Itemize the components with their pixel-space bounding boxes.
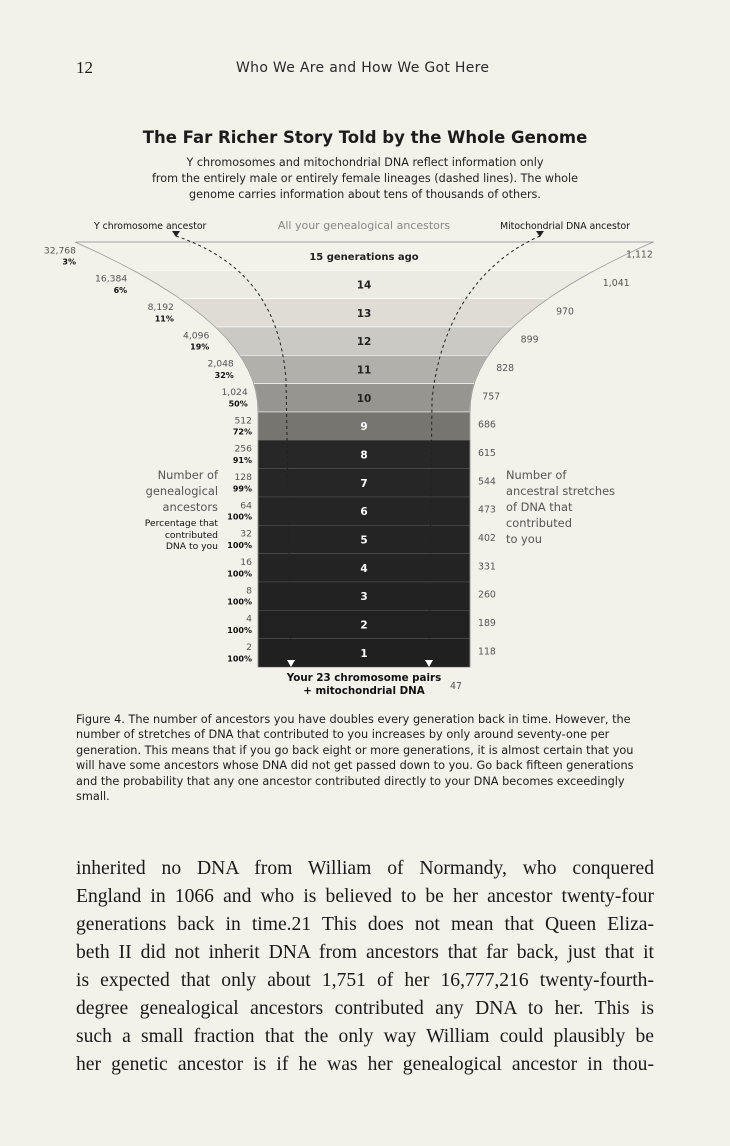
percent-label: 50% (228, 399, 248, 409)
ancestor-count: 512 (234, 415, 252, 427)
ancestor-count: 256 (234, 443, 252, 455)
generation-label: 8 (360, 449, 368, 462)
right-annotation-line: to you (506, 532, 542, 546)
pct-annotation-line: DNA to you (165, 541, 218, 552)
left-annotation-line: Number of (157, 468, 218, 482)
ancestor-count: 2,048 (207, 358, 234, 370)
generation-label: 4 (360, 562, 368, 575)
dna-stretch-count: 473 (478, 504, 496, 516)
dna-stretch-count: 686 (478, 419, 496, 431)
dna-stretch-count: 189 (478, 617, 496, 629)
figure-caption: Figure 4. The number of ancestors you have doubles every generation back in time. However, the number of stretches of DNA that contributed to you increases by only around seventy-one per generation. This means that if you go back eight or more generations, it is almost certain that you will have some ancestors whose DNA did not get passed down to you. Go back fifteen generations and the probability that any one ancestor contributed directly to your DNA becomes exceedingly small. (76, 713, 634, 804)
generation-label: 2 (360, 619, 368, 632)
percent-label: 100% (227, 541, 252, 550)
body-line: beth II did not inherit DNA from ancestors that far back, just that it (76, 942, 654, 963)
dna-stretch-count: 757 (482, 391, 501, 403)
generation-label: 5 (360, 534, 368, 547)
ancestor-count: 16 (240, 557, 252, 568)
dna-stretch-count: 118 (478, 646, 496, 658)
y-ancestor-label: Y chromosome ancestor (94, 221, 207, 232)
ancestor-count: 4 (246, 613, 252, 625)
ancestor-count: 1,024 (221, 387, 248, 398)
dna-stretch-count: 615 (478, 447, 496, 459)
figure-subtitle-line: Y chromosomes and mitochondrial DNA reflect information only (186, 156, 544, 169)
body-line: England in 1066 and who is believed to be her ancestor twenty-four (76, 886, 654, 907)
percent-label: 11% (154, 314, 174, 324)
right-annotation (506, 467, 636, 547)
dna-stretch-count: 402 (478, 532, 496, 544)
percent-label: 100% (227, 597, 252, 607)
ancestor-count: 16,384 (95, 273, 128, 285)
body-line: such a small fraction that the only way William could plausibly be (76, 1026, 654, 1047)
generation-label: 3 (360, 591, 368, 604)
generation-label: 6 (360, 506, 368, 519)
percent-label: 3% (62, 257, 76, 267)
dna-stretch-count: 544 (478, 476, 496, 488)
generation-label: 10 (356, 392, 372, 405)
ancestor-count: 32 (240, 528, 252, 540)
figure-subtitle-line: genome carries information about tens of thousands of others. (189, 188, 541, 201)
ancestor-count: 8,192 (147, 302, 174, 313)
pct-annotation-line: contributed (164, 529, 218, 541)
ancestor-count: 64 (240, 500, 252, 512)
percent-label: 100% (227, 654, 252, 664)
generation-label: 15 generations ago (309, 252, 419, 264)
running-head: Who We Are and How We Got Here (236, 60, 490, 76)
body-line: is expected that only about 1,751 of her 16,777,216 twenty-fourth- (76, 970, 654, 991)
percentage-annotation (120, 518, 218, 553)
page-number: 12 (76, 58, 93, 77)
right-annotation-line: contributed (506, 516, 572, 530)
percent-label: 99% (232, 484, 252, 494)
generation-label: 9 (360, 421, 368, 434)
dna-stretch-count: 899 (520, 334, 539, 346)
ancestor-count: 2 (246, 642, 252, 653)
right-annotation-line: ancestral stretches (506, 484, 616, 498)
percent-label: 19% (190, 342, 210, 352)
body-line: her genetic ancestor is if he was her genealogical ancestor in thou- (76, 1054, 654, 1075)
bottom-label: Your 23 chromosome pairs (286, 672, 442, 684)
all-ancestors-label: All your genealogical ancestors (277, 219, 451, 232)
left-annotation-line: genealogical (145, 484, 218, 498)
mt-ancestor-label: Mitochondrial DNA ancestor (500, 221, 630, 232)
percent-label: 72% (232, 427, 252, 437)
dna-stretch-count: 970 (556, 306, 575, 318)
generation-label: 12 (356, 336, 372, 349)
percent-label: 6% (113, 286, 128, 295)
ancestor-count: 128 (234, 472, 252, 483)
dna-stretch-count: 1,112 (626, 249, 653, 261)
generation-label: 7 (360, 477, 368, 490)
dna-stretch-count: 828 (496, 362, 515, 374)
percent-label: 100% (227, 512, 252, 522)
pct-annotation-line: Percentage that (144, 518, 218, 529)
percent-label: 32% (214, 371, 234, 380)
dna-stretch-count: 260 (478, 589, 496, 601)
dna-stretch-count: 1,041 (602, 277, 630, 289)
ancestor-count: 32,768 (43, 245, 76, 257)
right-annotation-line: of DNA that (506, 500, 573, 514)
left-annotation-line: ancestors (162, 500, 218, 514)
generation-label: 13 (356, 307, 372, 320)
left-annotation (120, 467, 218, 515)
percent-label: 91% (232, 456, 252, 465)
ancestor-count: 8 (246, 585, 252, 597)
bottom-label: + mitochondrial DNA (303, 685, 425, 697)
generation-label: 14 (356, 279, 372, 292)
dna-stretch-count: 331 (478, 561, 496, 573)
body-line: degree genealogical ancestors contributed any DNA to her. This is (76, 998, 654, 1019)
percent-label: 100% (227, 569, 252, 579)
generation-label: 11 (356, 364, 372, 377)
body-line: generations back in time.21 This does not mean that Queen Eliza- (76, 914, 654, 935)
generation-label: 1 (360, 647, 368, 660)
bottom-count: 47 (450, 681, 462, 692)
figure-title: The Far Richer Story Told by the Whole Genome (142, 128, 588, 147)
body-line: inherited no DNA from William of Normandy, who conquered (76, 858, 654, 879)
right-annotation-line: Number of (506, 468, 567, 482)
percent-label: 100% (227, 626, 252, 635)
ancestor-count: 4,096 (183, 330, 210, 342)
figure-subtitle-line: from the entirely male or entirely female lineages (dashed lines). The whole (151, 172, 579, 185)
